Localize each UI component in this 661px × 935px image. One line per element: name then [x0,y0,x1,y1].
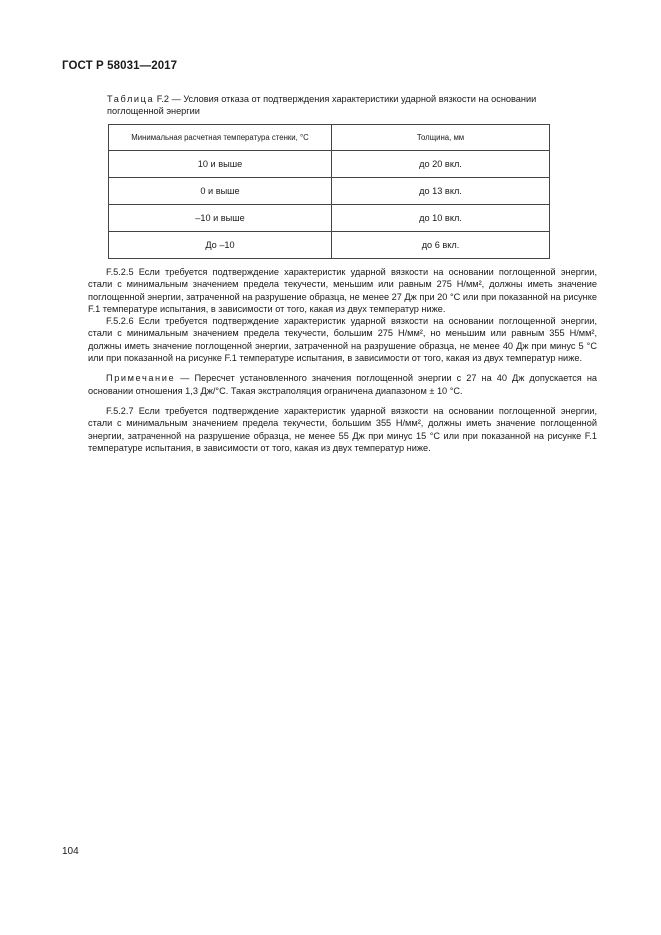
data-table [108,124,550,259]
table-cell: До –10 [109,232,332,259]
page-number: 104 [62,846,79,857]
paragraph-f525: F.5.2.5 Если требуется подтверждение характеристик ударной вязкости на основании поглощенной энергии, стали с минимальным значением предела текучести, меньшим или равным 275 Н/мм², должны иметь значение поглощенной энергии, затраченной на разрушение образца, не менее 27 Дж при 20 °С или при показанной на рисунке F.1 температуре испытания, в зависимости от того, какая из двух температур ниже. [88,267,597,314]
table-caption [107,93,551,117]
document-header: ГОСТ Р 58031—2017 [62,60,178,72]
table-row [109,232,550,259]
table-cell: 0 и выше [109,178,332,205]
paragraph-f527: F.5.2.7 Если требуется подтверждение характеристик ударной вязкости на основании поглощенной энергии, стали с минимальным значением предела текучести, большим 355 Н/мм², должны иметь значение поглощенной энергии, затраченной на разрушение образца, не менее 55 Дж при минус 15 °С или при показанной на рисунке F.1 температуре испытания, в зависимости от того, какая из двух температур ниже. [88,405,597,453]
table-cell: до 10 вкл. [332,205,550,232]
note-label: Примечание [106,373,176,384]
table-header-row [109,125,550,151]
table-caption-label: Таблица [107,94,155,104]
body-text [88,266,597,454]
table-row [109,151,550,178]
table-cell: до 20 вкл. [332,151,550,178]
table-cell: до 13 вкл. [332,178,550,205]
table-cell: до 6 вкл. [332,232,550,259]
column-header-thickness: Толщина, мм [332,125,550,151]
note-paragraph [88,372,597,397]
note-text: — Пересчет установленного значения поглощенной энергии с 27 на 40 Дж допускается на основании отношения 1,3 Дж/°С. Такая экстраполяция ограничена диапазоном ± 10 °С. [88,373,597,396]
table-row [109,178,550,205]
column-header-temperature: Минимальная расчетная температура стенки, °С [109,125,332,151]
table-row [109,205,550,232]
table-cell: –10 и выше [109,205,332,232]
table-cell: 10 и выше [109,151,332,178]
paragraph-f526: F.5.2.6 Если требуется подтверждение характеристик ударной вязкости на основании поглощенной энергии, стали с минимальным значением предела текучести, большим 275 Н/мм², но меньшим или равным 355 Н/мм², должны иметь значение поглощенной энергии, затраченной на разрушение образца, не менее 40 Дж при минус 5 °С или при показанной на рисунке F.1 температуре испытания, в зависимости от того, какая из двух температур ниже. [88,316,597,364]
table-caption-text: F.2 — Условия отказа от подтверждения характеристики ударной вязкости на основании поглощенной энергии [107,94,537,116]
